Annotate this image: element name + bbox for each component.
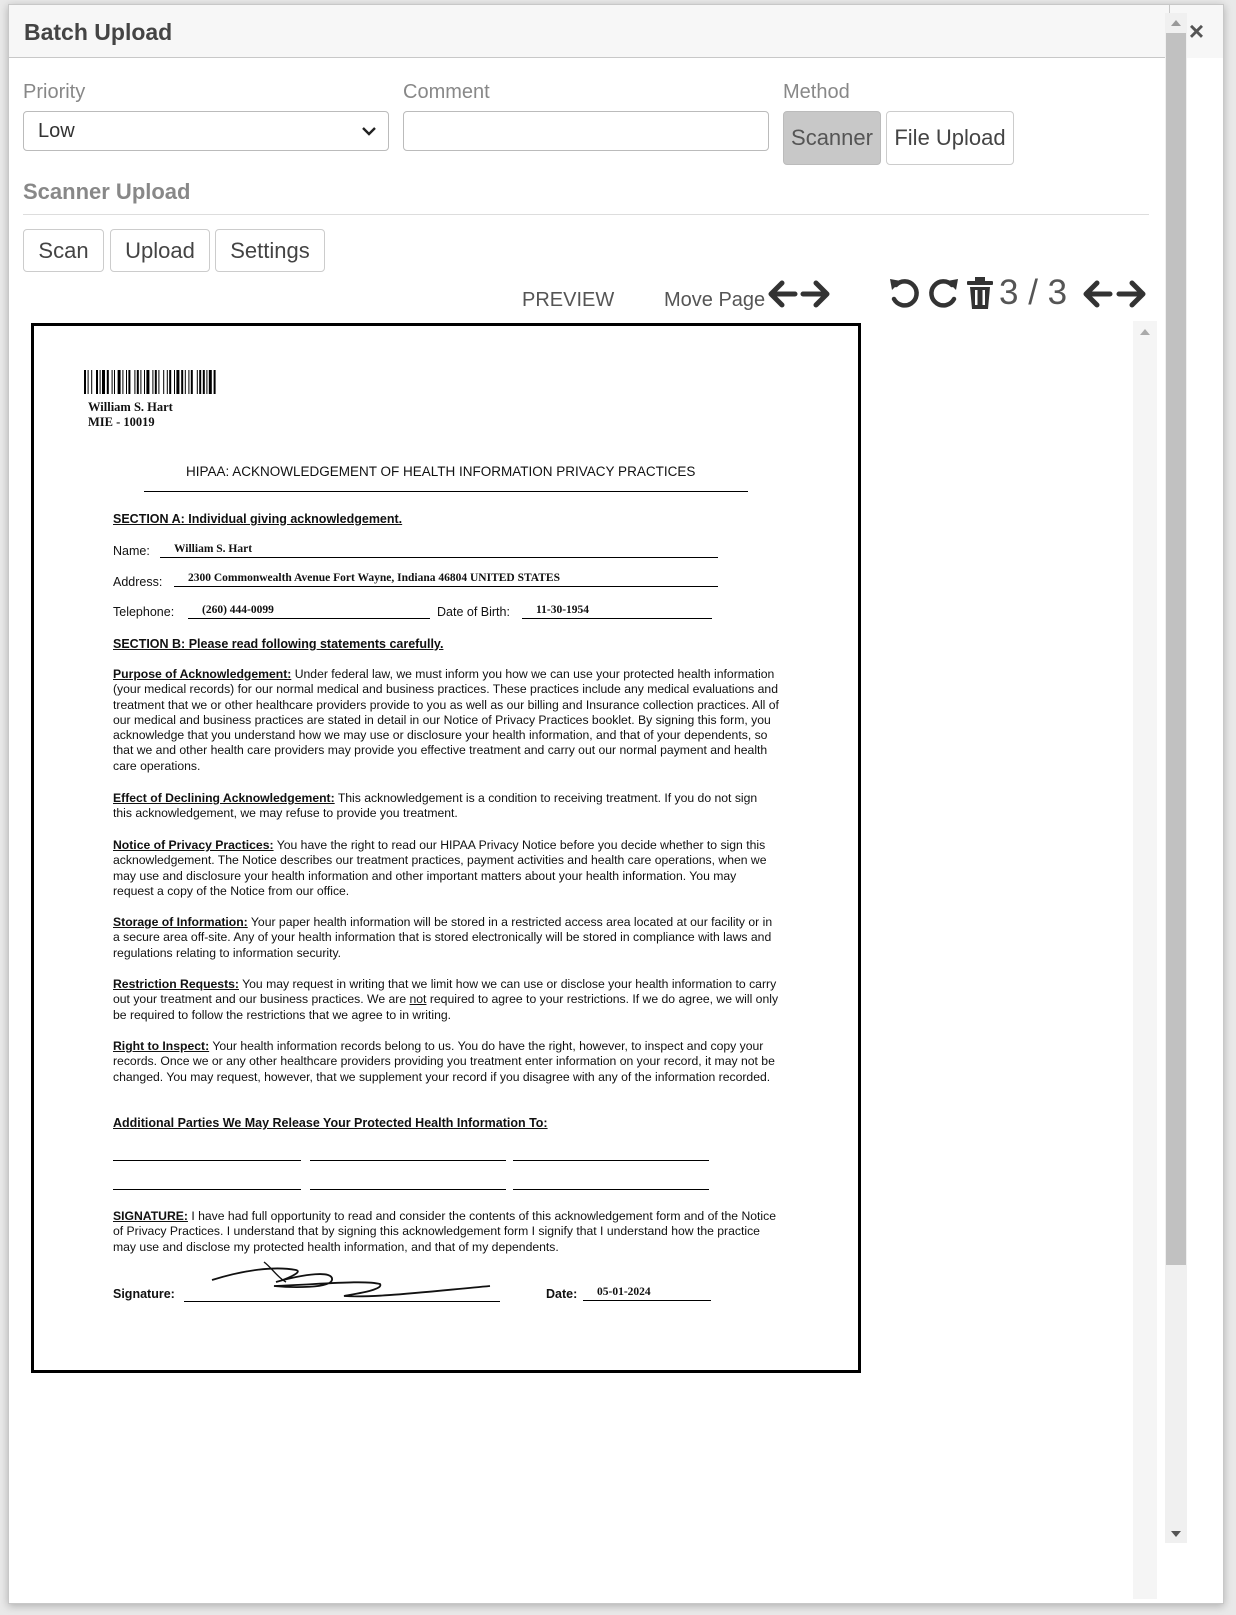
next-page-icon[interactable] xyxy=(1115,277,1149,311)
signature-label: Signature: xyxy=(113,1287,175,1301)
storage-paragraph xyxy=(113,915,779,961)
restriction-text-1: You may request in writing that we limit how we can use or disclose your health information to carry out your treatment and our business practices. We are xyxy=(113,977,777,1007)
barcode-bar xyxy=(84,370,86,394)
party-line xyxy=(113,1160,301,1161)
telephone-value: (260) 444-0099 xyxy=(188,603,430,619)
barcode-bar xyxy=(107,370,109,394)
barcode-bar xyxy=(158,370,159,394)
barcode-bar xyxy=(100,370,101,394)
rotate-left-icon[interactable] xyxy=(887,275,923,311)
telephone-label: Telephone: xyxy=(113,605,175,619)
restriction-heading: Restriction Requests: xyxy=(113,977,239,991)
party-line xyxy=(113,1189,301,1190)
preview-label: PREVIEW xyxy=(522,289,615,311)
additional-parties-heading: Additional Parties We May Release Your Protected Health Information To: xyxy=(113,1116,548,1130)
move-page-left-icon[interactable] xyxy=(765,277,799,311)
scroll-down-arrow-icon[interactable] xyxy=(1171,1531,1181,1537)
purpose-text: Under federal law, we must inform you how we can use your protected health information (your medical records) for our normal medical and business practices. These practices include any medical evaluations and treatment that we or other healthcare providers provide to you as well as our billing and Insurance collection practices. All of our medical and business practices are stated in detail in our Notice of Privacy Practices booklet. By signing this form, you acknowledge that you understand how we may use or disclosure your health information, and that of your dependents, so that we and other health care providers may provide you effective treatment and carry out our normal payment and health care operations. xyxy=(113,667,779,773)
barcode-bar xyxy=(126,370,127,394)
restriction-paragraph xyxy=(113,977,779,1023)
barcode-bar xyxy=(197,370,198,394)
notice-paragraph xyxy=(113,838,779,899)
barcode-bar xyxy=(214,370,216,394)
preview-scrollbar[interactable] xyxy=(1133,321,1157,1599)
scrollbar-thumb[interactable] xyxy=(1166,33,1186,1265)
barcode-bar xyxy=(185,370,186,394)
dob-label: Date of Birth: xyxy=(437,605,510,619)
purpose-paragraph xyxy=(113,667,779,774)
comment-label: Comment xyxy=(403,81,490,103)
barcode-bar xyxy=(206,370,207,394)
barcode-bar xyxy=(134,370,135,394)
inspect-heading: Right to Inspect: xyxy=(113,1039,210,1053)
section-b-heading: SECTION B: Please read following statements carefully. xyxy=(113,637,444,651)
barcode-bar xyxy=(181,370,183,394)
scroll-up-arrow-icon[interactable] xyxy=(1140,329,1150,335)
barcode-bar xyxy=(118,370,121,394)
barcode-bar xyxy=(91,370,92,394)
barcode-bar xyxy=(152,370,153,394)
party-line xyxy=(513,1160,709,1161)
effect-text: This acknowledgement is a condition to receiving treatment. If you do not sign this acknowledgement, we may refuse to provide you treatment. xyxy=(113,791,758,821)
notice-heading: Notice of Privacy Practices: xyxy=(113,838,274,852)
barcode-bar xyxy=(128,370,130,394)
comment-input[interactable] xyxy=(403,111,769,151)
move-page-right-icon[interactable] xyxy=(799,277,833,311)
barcode-bar xyxy=(209,370,212,394)
title-rule xyxy=(144,491,748,492)
barcode-bar xyxy=(144,370,145,394)
patient-id: MIE - 10019 xyxy=(88,415,155,429)
party-line xyxy=(513,1189,709,1190)
signature-paragraph xyxy=(113,1209,779,1255)
barcode-bar xyxy=(174,370,175,394)
modal-header xyxy=(9,5,1223,58)
barcode-bar xyxy=(114,370,115,394)
dob-value: 11-30-1954 xyxy=(522,603,712,619)
section-a-heading: SECTION A: Individual giving acknowledgement. xyxy=(113,512,403,526)
rotate-right-icon[interactable] xyxy=(925,275,961,311)
barcode-bar xyxy=(96,370,98,394)
barcode-bar xyxy=(163,370,164,394)
inspect-text: Your health information records belong to us. You do have the right, however, to inspect and copy your records. Once we or any other healthcare providers providing you treatment enter information on your record, it may not be changed. You may request, however, that we supplement your record if you disagree with any of the information recorded. xyxy=(113,1039,775,1084)
previous-page-icon[interactable] xyxy=(1080,277,1114,311)
priority-select[interactable] xyxy=(23,111,389,151)
storage-text: Your paper health information will be stored in a restricted access area located at our facility or in a secure area off-site. Any of your health information that is stored electronically will be stored in compliance with laws and regulations relating to information security. xyxy=(113,915,773,960)
scan-button[interactable]: Scan xyxy=(23,229,104,272)
address-value: 2300 Commonwealth Avenue Fort Wayne, Indiana 46804 UNITED STATES xyxy=(174,571,718,587)
chevron-down-icon xyxy=(360,121,378,141)
signature-heading: SIGNATURE: xyxy=(113,1209,188,1223)
barcode-bar xyxy=(203,370,205,394)
document-title: HIPAA: ACKNOWLEDGEMENT OF HEALTH INFORMATION PRIVACY PRACTICES xyxy=(186,464,696,479)
file-upload-method-button[interactable]: File Upload xyxy=(886,111,1014,165)
notice-text: You have the right to read our HIPAA Privacy Notice before you decide whether to sign this acknowledgement. The Notice describes our treatment practices, payment activities and health care operations, when we may use and disclosure your health information and other important matters about your health information. You may request a copy of the Notice from our office. xyxy=(113,838,767,898)
document-preview[interactable] xyxy=(31,323,861,1373)
modal-body xyxy=(9,59,1205,1603)
upload-button[interactable]: Upload xyxy=(110,229,210,272)
barcode-bar xyxy=(167,370,168,394)
barcode-bar xyxy=(176,370,179,394)
barcode-bar xyxy=(146,370,149,394)
effect-paragraph xyxy=(113,791,779,822)
signature-date: 05-01-2024 xyxy=(583,1285,711,1301)
settings-button[interactable]: Settings xyxy=(215,229,325,272)
scanner-method-button[interactable]: Scanner xyxy=(783,111,881,165)
modal-title: Batch Upload xyxy=(24,19,173,45)
effect-heading: Effect of Declining Acknowledgement: xyxy=(113,791,335,805)
address-label: Address: xyxy=(113,575,163,589)
trash-icon[interactable] xyxy=(964,275,996,311)
party-line xyxy=(310,1189,506,1190)
name-value: William S. Hart xyxy=(160,542,718,558)
barcode-bar xyxy=(102,370,105,394)
restriction-text-2: required to agree to your restrictions. If we do agree, we will only be required to follow the restrictions that we agree to in writing. xyxy=(113,992,779,1022)
barcode-bar xyxy=(169,370,171,394)
barcode-bar xyxy=(199,370,201,394)
barcode-bar xyxy=(191,370,193,394)
inspect-paragraph xyxy=(113,1039,779,1085)
restriction-not: not xyxy=(409,992,427,1007)
barcode-bar xyxy=(88,370,89,394)
barcode-bar xyxy=(188,370,189,394)
signature-text: I have had full opportunity to read and consider the contents of this acknowledgement form and of the Notice of Privacy Practices. I understand that by signing this acknowledgement form I signify that I understand how the practice may use and disclose my protected health information, and that of my dependents. xyxy=(113,1209,777,1254)
scanner-upload-heading: Scanner Upload xyxy=(23,179,191,204)
barcode-bar xyxy=(140,370,141,394)
name-label: Name: xyxy=(113,544,150,558)
modal-scrollbar[interactable] xyxy=(1165,13,1187,1543)
purpose-heading: Purpose of Acknowledgement: xyxy=(113,667,292,681)
party-line xyxy=(310,1160,506,1161)
section-divider xyxy=(23,214,1149,215)
barcode-bar xyxy=(122,370,123,394)
priority-label: Priority xyxy=(23,81,86,103)
page-counter: 3 / 3 xyxy=(999,273,1068,312)
priority-value: Low xyxy=(38,120,75,142)
patient-header xyxy=(88,400,173,430)
patient-name: William S. Hart xyxy=(88,400,173,414)
barcode-bar xyxy=(112,370,113,394)
date-label: Date: xyxy=(546,1287,578,1301)
scroll-up-arrow-icon[interactable] xyxy=(1171,20,1181,26)
storage-heading: Storage of Information: xyxy=(113,915,248,929)
close-button[interactable]: × xyxy=(1169,5,1223,58)
handwritten-signature xyxy=(204,1258,504,1302)
barcode-bar xyxy=(137,370,139,394)
barcode-bar xyxy=(155,370,157,394)
scanned-page xyxy=(34,326,858,1370)
move-page-label: Move Page xyxy=(664,289,766,311)
method-label: Method xyxy=(783,81,850,103)
barcode-image xyxy=(84,370,260,394)
batch-upload-modal xyxy=(8,4,1224,1604)
